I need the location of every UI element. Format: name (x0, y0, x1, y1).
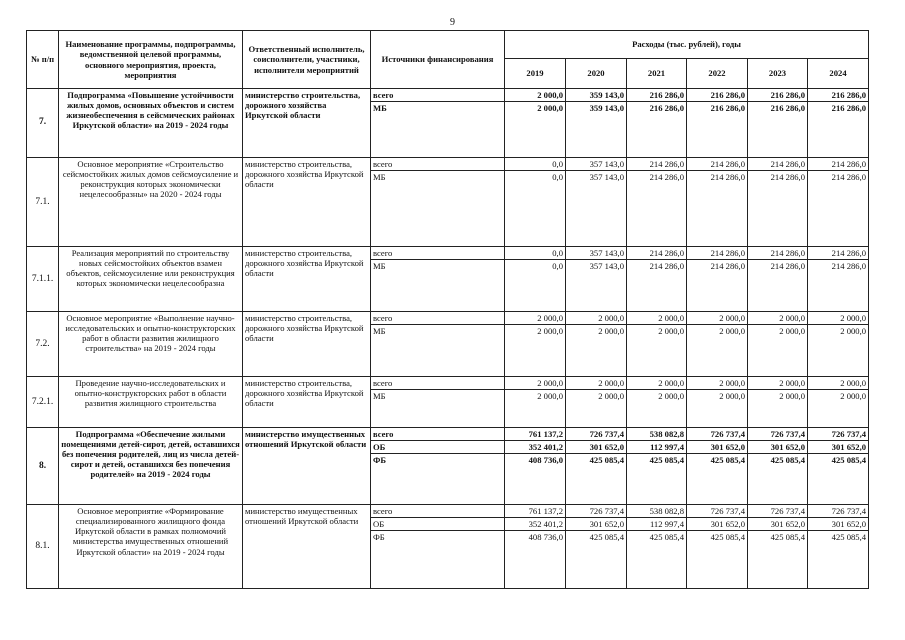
expense-value: 2 000,0 (627, 390, 687, 428)
expense-value: 0,0 (505, 158, 566, 171)
expense-value: 301 652,0 (808, 441, 869, 454)
row-responsible: министерство имущественных отношений Иркутской области (243, 505, 371, 589)
expense-value: 214 286,0 (627, 158, 687, 171)
row-name: Основное мероприятие «Строительство сейсмостойких жилых домов сейсмоусиление и реконструкция которых экономически нецелесообразны» на 2020 - 2024 годы (59, 158, 243, 247)
row-responsible: министерство строительства, дорожного хозяйства Иркутской области (243, 89, 371, 158)
expense-value: 214 286,0 (627, 171, 687, 247)
expense-value: 425 085,4 (748, 531, 808, 589)
header-expenses: Расходы (тыс. рублей), годы (505, 31, 869, 59)
expense-value: 2 000,0 (505, 377, 566, 390)
expense-value: 216 286,0 (627, 102, 687, 158)
expense-value: 2 000,0 (505, 390, 566, 428)
expense-value: 214 286,0 (687, 171, 748, 247)
expense-value: 425 085,4 (687, 531, 748, 589)
row-responsible: министерство строительства, дорожного хозяйства Иркутской области (243, 377, 371, 428)
expense-value: 2 000,0 (505, 89, 566, 102)
row-number: 7. (27, 89, 59, 158)
header-year: 2022 (687, 59, 748, 89)
expense-value: 214 286,0 (808, 260, 869, 312)
expense-value: 425 085,4 (748, 454, 808, 505)
expense-value: 2 000,0 (748, 312, 808, 325)
expense-value: 0,0 (505, 260, 566, 312)
expense-value: 425 085,4 (808, 454, 869, 505)
expense-value: 214 286,0 (748, 247, 808, 260)
expense-value: 2 000,0 (505, 102, 566, 158)
expense-value: 726 737,4 (748, 428, 808, 441)
row-number: 7.1. (27, 158, 59, 247)
funding-source: МБ (371, 171, 505, 247)
expense-value: 726 737,4 (566, 505, 627, 518)
expense-value: 214 286,0 (808, 247, 869, 260)
expense-value: 726 737,4 (687, 428, 748, 441)
row-responsible: министерство строительства, дорожного хозяйства Иркутской области (243, 247, 371, 312)
header-year: 2023 (748, 59, 808, 89)
expense-value: 726 737,4 (808, 505, 869, 518)
header-responsible: Ответственный исполнитель, соисполнители, участники, исполнители мероприятий (243, 31, 371, 89)
expense-value: 0,0 (505, 247, 566, 260)
table-row (27, 312, 869, 325)
expense-value: 301 652,0 (748, 518, 808, 531)
expense-value: 301 652,0 (687, 441, 748, 454)
expense-value: 2 000,0 (748, 390, 808, 428)
expense-value: 357 143,0 (566, 260, 627, 312)
expense-value: 112 997,4 (627, 441, 687, 454)
funding-source: ОБ (371, 518, 505, 531)
expense-value: 216 286,0 (808, 102, 869, 158)
expense-value: 425 085,4 (687, 454, 748, 505)
expense-value: 2 000,0 (808, 390, 869, 428)
expense-value: 359 143,0 (566, 102, 627, 158)
expense-value: 538 082,8 (627, 505, 687, 518)
expense-value: 216 286,0 (748, 102, 808, 158)
expense-value: 2 000,0 (505, 325, 566, 377)
expense-value: 726 737,4 (748, 505, 808, 518)
row-number: 8.1. (27, 505, 59, 589)
expense-value: 214 286,0 (687, 158, 748, 171)
expense-value: 408 736,0 (505, 454, 566, 505)
expense-value: 2 000,0 (748, 325, 808, 377)
expense-value: 214 286,0 (808, 171, 869, 247)
header-name: Наименование программы, подпрограммы, ведомственной целевой программы, основного мероприятия, проекта, мероприятия (59, 31, 243, 89)
row-number: 8. (27, 428, 59, 505)
expense-value: 301 652,0 (748, 441, 808, 454)
expense-value: 216 286,0 (627, 89, 687, 102)
expense-value: 425 085,4 (808, 531, 869, 589)
expense-value: 112 997,4 (627, 518, 687, 531)
expense-value: 214 286,0 (748, 158, 808, 171)
budget-table (26, 30, 869, 589)
expense-value: 301 652,0 (566, 441, 627, 454)
row-name: Подпрограмма «Повышение устойчивости жилых домов, основных объектов и систем жизнеобеспечения в сейсмических районах Иркутской области» на 2019 - 2024 годы (59, 89, 243, 158)
header-num: № п/п (27, 31, 59, 89)
header-year: 2024 (808, 59, 869, 89)
expense-value: 214 286,0 (627, 247, 687, 260)
expense-value: 2 000,0 (748, 377, 808, 390)
expense-value: 2 000,0 (566, 390, 627, 428)
expense-value: 2 000,0 (808, 312, 869, 325)
expense-value: 301 652,0 (566, 518, 627, 531)
expense-value: 214 286,0 (687, 260, 748, 312)
table-row (27, 89, 869, 102)
funding-source: всего (371, 89, 505, 102)
expense-value: 352 401,2 (505, 441, 566, 454)
expense-value: 352 401,2 (505, 518, 566, 531)
expense-value: 214 286,0 (627, 260, 687, 312)
row-number: 7.2.1. (27, 377, 59, 428)
expense-value: 301 652,0 (687, 518, 748, 531)
header-year: 2020 (566, 59, 627, 89)
expense-value: 425 085,4 (566, 454, 627, 505)
header-source: Источники финансирования (371, 31, 505, 89)
expense-value: 726 737,4 (566, 428, 627, 441)
expense-value: 216 286,0 (687, 89, 748, 102)
expense-value: 357 143,0 (566, 158, 627, 171)
expense-value: 216 286,0 (808, 89, 869, 102)
expense-value: 214 286,0 (748, 260, 808, 312)
expense-value: 2 000,0 (627, 377, 687, 390)
expense-value: 2 000,0 (566, 325, 627, 377)
page-number: 9 (450, 17, 455, 28)
funding-source: МБ (371, 260, 505, 312)
header-year: 2021 (627, 59, 687, 89)
row-name: Проведение научно-исследовательских и опытно-конструкторских работ в области развития жилищного строительства (59, 377, 243, 428)
expense-value: 357 143,0 (566, 247, 627, 260)
table-row (27, 505, 869, 518)
funding-source: всего (371, 428, 505, 441)
expense-value: 408 736,0 (505, 531, 566, 589)
table-row (27, 158, 869, 171)
row-number: 7.2. (27, 312, 59, 377)
funding-source: всего (371, 247, 505, 260)
funding-source: всего (371, 377, 505, 390)
expense-value: 216 286,0 (687, 102, 748, 158)
row-responsible: министерство имущественных отношений Иркутской области (243, 428, 371, 505)
funding-source: ФБ (371, 454, 505, 505)
funding-source: ФБ (371, 531, 505, 589)
expense-value: 726 737,4 (808, 428, 869, 441)
funding-source: всего (371, 505, 505, 518)
expense-value: 2 000,0 (687, 390, 748, 428)
row-name: Реализация мероприятий по строительству новых сейсмостойких объектов взамен объектов, сейсмоусиление или реконструкция которых экономически нецелесообразна (59, 247, 243, 312)
expense-value: 761 137,2 (505, 428, 566, 441)
expense-value: 214 286,0 (748, 171, 808, 247)
expense-value: 2 000,0 (687, 377, 748, 390)
expense-value: 2 000,0 (627, 312, 687, 325)
expense-value: 216 286,0 (748, 89, 808, 102)
expense-value: 2 000,0 (627, 325, 687, 377)
row-responsible: министерство строительства, дорожного хозяйства Иркутской области (243, 158, 371, 247)
row-name: Основное мероприятие «Формирование специализированного жилищного фонда Иркутской области в рамках полномочий министерства имущественных отношений Иркутской области» на 2019 - 2024 годы (59, 505, 243, 589)
expense-value: 2 000,0 (808, 377, 869, 390)
expense-value: 538 082,8 (627, 428, 687, 441)
expense-value: 357 143,0 (566, 171, 627, 247)
expense-value: 425 085,4 (627, 531, 687, 589)
funding-source: ОБ (371, 441, 505, 454)
expense-value: 425 085,4 (627, 454, 687, 505)
funding-source: МБ (371, 325, 505, 377)
funding-source: МБ (371, 102, 505, 158)
funding-source: всего (371, 312, 505, 325)
expense-value: 2 000,0 (566, 377, 627, 390)
expense-value: 2 000,0 (687, 325, 748, 377)
expense-value: 726 737,4 (687, 505, 748, 518)
table-body (27, 89, 869, 589)
row-name: Подпрограмма «Обеспечение жилыми помещениями детей-сирот, детей, оставшихся без попечения родителей, лиц из числа детей-сирот и детей, оставшихся без попечения родителей» на 2019 - 2024 годы (59, 428, 243, 505)
funding-source: всего (371, 158, 505, 171)
row-name: Основное мероприятие «Выполнение научно-исследовательских и опытно-конструкторских работ в области развития жилищного строительства» на 2019 - 2024 годы (59, 312, 243, 377)
table-row (27, 377, 869, 390)
funding-source: МБ (371, 390, 505, 428)
expense-value: 2 000,0 (505, 312, 566, 325)
expense-value: 301 652,0 (808, 518, 869, 531)
expense-value: 214 286,0 (808, 158, 869, 171)
row-number: 7.1.1. (27, 247, 59, 312)
table-row (27, 247, 869, 260)
expense-value: 2 000,0 (566, 312, 627, 325)
expense-value: 761 137,2 (505, 505, 566, 518)
expense-value: 2 000,0 (687, 312, 748, 325)
header-year: 2019 (505, 59, 566, 89)
expense-value: 2 000,0 (808, 325, 869, 377)
row-responsible: министерство строительства, дорожного хозяйства Иркутской области (243, 312, 371, 377)
table-row (27, 428, 869, 441)
expense-value: 0,0 (505, 171, 566, 247)
expense-value: 214 286,0 (687, 247, 748, 260)
expense-value: 359 143,0 (566, 89, 627, 102)
expense-value: 425 085,4 (566, 531, 627, 589)
